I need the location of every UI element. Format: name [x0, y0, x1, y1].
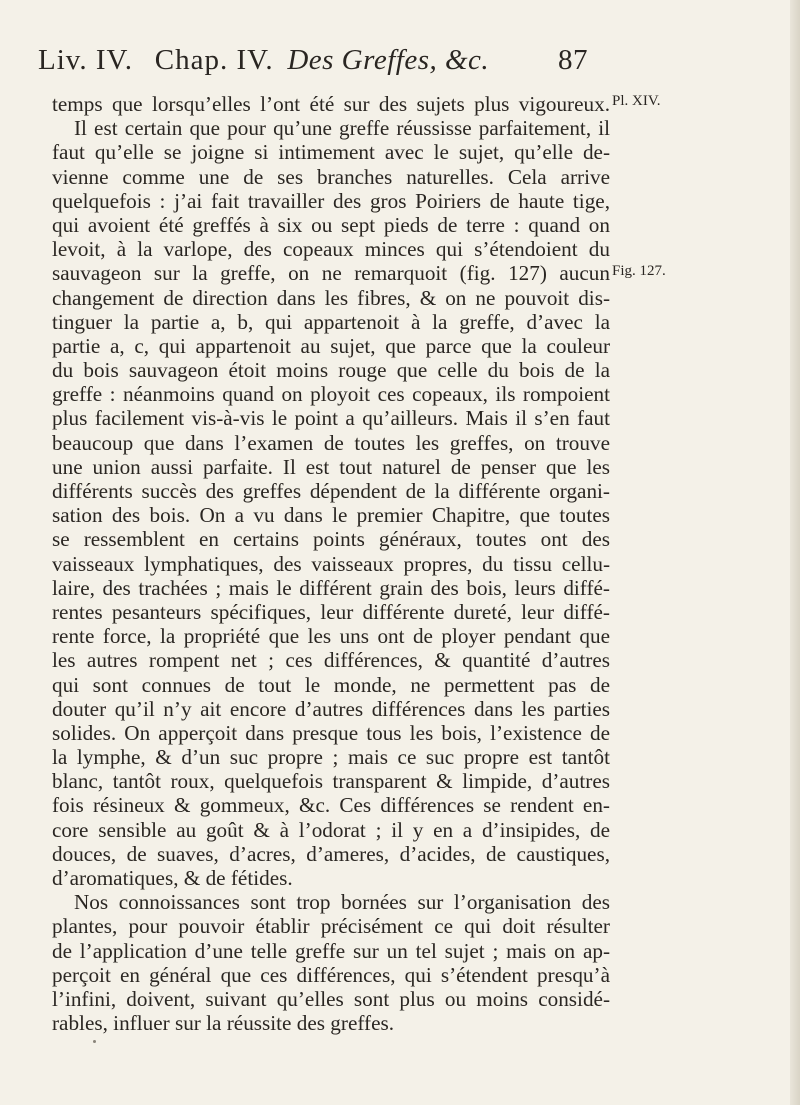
text-line: sation des bois. On a vu dans le premier Chapitre, que toutes	[52, 503, 610, 528]
text-line: fois résineux & gommeux, &c. Ces différences se rendent en-	[52, 793, 610, 818]
text-line: vaisseaux lymphatiques, des vaisseaux propres, du tissu cellu-	[52, 551, 610, 576]
text-line: partie a, c, qui appartenoit au sujet, que parce que la couleur	[52, 333, 610, 358]
text-line: du bois sauvageon étoit moins rouge que celle du bois de la	[52, 358, 610, 383]
margin-note-plate: Pl. XIV.	[612, 93, 661, 109]
body-text	[52, 92, 610, 1035]
text-line: core sensible au goût & à l’odorat ; il y en a d’insipides, de	[52, 817, 610, 842]
text-line: rentes pesanteurs spécifiques, leur différente dureté, leur diffé-	[52, 599, 610, 624]
text-line: Nos connoissances sont trop bornées sur l’organisation des	[74, 890, 610, 915]
text-line: plantes, pour pouvoir établir précisément ce qui doit résulter	[52, 914, 610, 939]
text-line: qui avoient été greffés à six ou sept pieds de terre : quand on	[52, 212, 610, 237]
text-line: plus facilement vis-à-vis le point a qu’ailleurs. Mais il s’en faut	[52, 406, 610, 431]
text-line: se ressemblent en certains points généraux, toutes ont des	[52, 527, 610, 552]
page-edge	[790, 0, 800, 1105]
ink-spot	[93, 1040, 96, 1043]
text-line: d’aromatiques, & de fétides.	[52, 866, 293, 890]
text-line: changement de direction dans les fibres, & on ne pouvoit dis-	[52, 285, 610, 310]
text-line: différents succès des greffes dépendent de la différente organi-	[52, 479, 610, 503]
text-line: greffe : néanmoins quand on ployoit ces copeaux, ils rompoient	[52, 382, 610, 407]
text-line: sauvageon sur la greffe, on ne remarquoit (fig. 127) aucun	[52, 261, 610, 286]
text-line: une union aussi parfaite. Il est tout naturel de penser que les	[52, 454, 610, 479]
text-line: douces, de suaves, d’acres, d’ameres, d’acides, de caustiques,	[52, 841, 610, 866]
margin-note-figure: Fig. 127.	[612, 263, 666, 279]
text-line: perçoit en général que ces différences, qui s’étendent presqu’à	[52, 962, 610, 987]
text-line: beaucoup que dans l’examen de toutes les greffes, on trouve	[52, 430, 610, 455]
text-line: qui sont connues de tout le monde, ne permettent pas de	[52, 672, 610, 697]
text-line: levoit, à la varlope, des copeaux minces qui s’étendoient du	[52, 237, 610, 262]
text-line: laire, des trachées ; mais le différent grain des bois, leurs diffé-	[52, 575, 610, 600]
text-line: vienne comme une de ses branches naturelles. Cela arrive	[52, 164, 610, 189]
text-line: faut qu’elle se joigne si intimement avec le sujet, qu’elle de-	[52, 140, 610, 165]
text-line: rente force, la propriété que les uns ont de ployer pendant que	[52, 624, 610, 649]
text-line: tinguer la partie a, b, qui appartenoit à la greffe, d’avec la	[52, 309, 610, 334]
text-line: solides. On apperçoit dans presque tous les bois, l’existence de	[52, 720, 610, 745]
header-title: Des Greffes, &c.	[287, 44, 490, 76]
text-line: rables, influer sur la réussite des greffes.	[52, 1011, 395, 1036]
text-line: de l’application d’une telle greffe sur un tel sujet ; mais on ap-	[52, 938, 610, 963]
text-line: douter qu’il n’y ait encore d’autres différences dans les parties	[52, 696, 610, 721]
running-header	[38, 40, 598, 80]
text-line: la lymphe, & d’un suc propre ; mais ce suc propre est tantôt	[52, 745, 610, 770]
text-line: les autres rompent net ; ces différences, & quantité d’autres	[52, 648, 610, 673]
header-chapter: Chap. IV.	[154, 44, 274, 76]
text-line: blanc, tantôt roux, quelquefois transparent & limpide, d’autres	[52, 769, 610, 794]
page-number: 87	[558, 44, 588, 76]
text-line: l’infini, doivent, suivant qu’elles sont plus ou moins considé-	[52, 986, 610, 1011]
text-line: temps que lorsqu’elles l’ont été sur des sujets plus vigoureux.	[52, 92, 610, 116]
header-book: Liv. IV.	[38, 44, 133, 76]
text-line: Il est certain que pour qu’une greffe réussisse parfaitement, il	[74, 116, 610, 141]
text-line: quelquefois : j’ai fait travailler des gros Poiriers de haute tige,	[52, 188, 610, 213]
